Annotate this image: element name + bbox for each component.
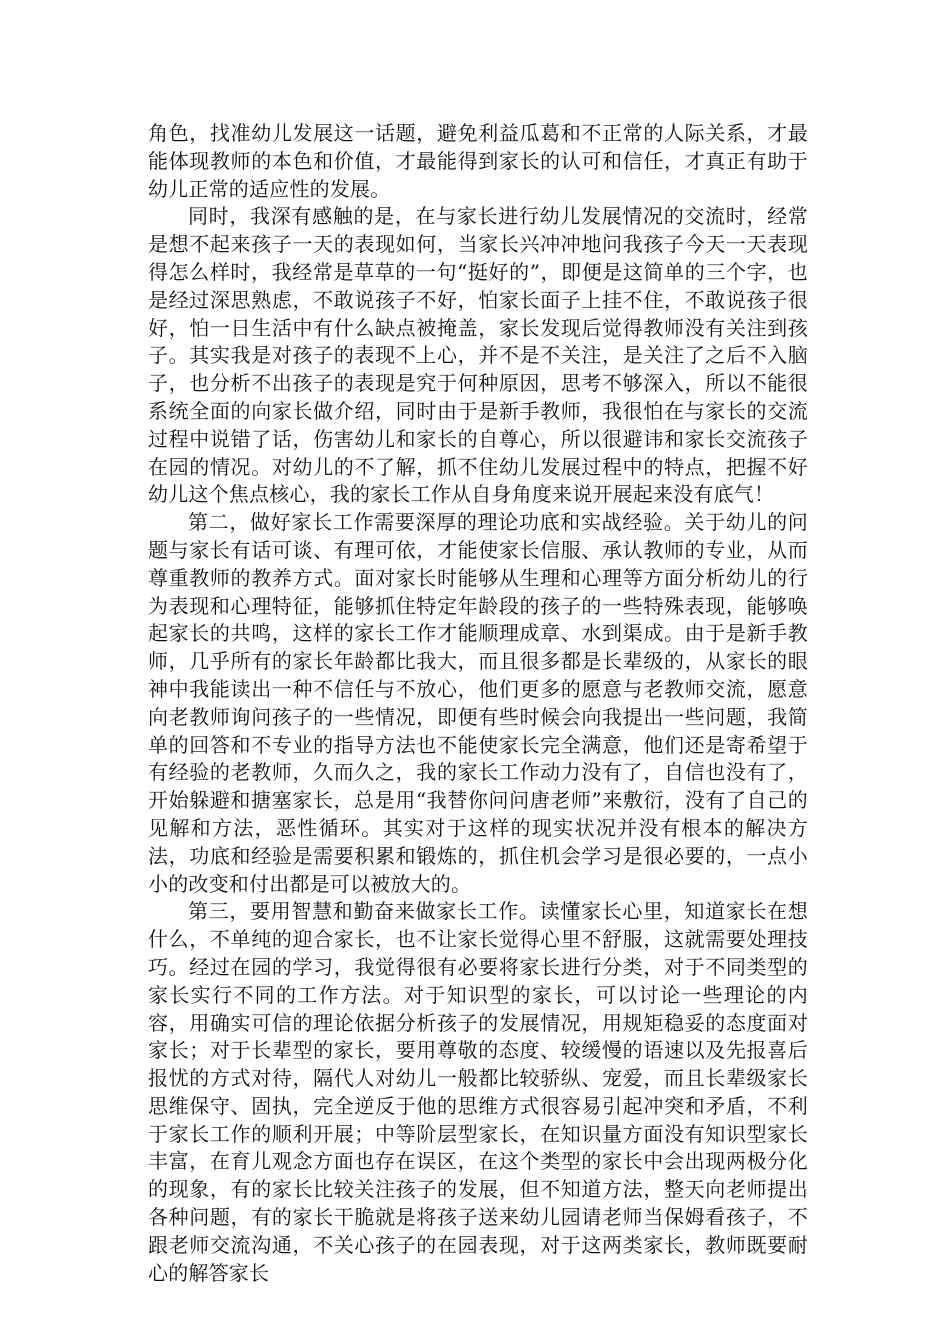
paragraph-dier: 第二，做好家长工作需要深厚的理论功底和实战经验。关于幼儿的问题与家长有话可谈、有理可依，才能使家长信服、承认教师的专业，从而尊重教师的教养方式。面对家长时能够从生理和心理等方面分析幼儿的行为表现和心理特征，能够抓住特定年龄段的孩子的一些特殊表现，能够唤起家长的共鸣，这样的家长工作才能顺理成章、水到渠成。由于是新手教师，几乎所有的家长年龄都比我大，而且很多都是长辈级的，从家长的眼神中我能读出一种不信任与不放心，他们更多的愿意与老教师交流，愿意向老教师询问孩子的一些情况，即便有些时候会向我提出一些问题，我简单的回答和不专业的指导方法也不能使家长完全满意，他们还是寄希望于有经验的老教师，久而久之，我的家长工作动力没有了，自信也没有了，开始躲避和搪塞家长，总是用“我替你问问唐老师”来敷衍，没有了自己的见解和方法，恶性循环。其实对于这样的现实状况并没有根本的解决方法，功底和经验是需要积累和锻炼的，抓住机会学习是很必要的，一点小小的改变和付出都是可以被放大的。	[148, 510, 808, 896]
paragraph-continuation: 角色，找准幼儿发展这一话题，避免利益瓜葛和不正常的人际关系，才最能体现教师的本色和价值，才最能得到家长的认可和信任，才真正有助于幼儿正常的适应性的发展。	[148, 121, 808, 201]
document-page	[148, 120, 808, 1287]
paragraph-tongshi: 同时，我深有感触的是，在与家长进行幼儿发展情况的交流时，经常是想不起来孩子一天的表现如何，当家长兴冲冲地问我孩子今天一天表现得怎么样时，我经常是草草的一句“挺好的”，即便是这简单的三个字，也是经过深思熟虑，不敢说孩子不好，怕家长面子上挂不住，不敢说孩子很好，怕一日生活中有什么缺点被掩盖，家长发现后觉得教师没有关注到孩子。其实我是对孩子的表现不上心，并不是不关注，是关注了之后不入脑子，也分析不出孩子的表现是究于何种原因，思考不够深入，所以不能很系统全面的向家长做介绍，同时由于是新手教师，我很怕在与家长的交流过程中说错了话，伤害幼儿和家长的自尊心，所以很避讳和家长交流孩子在园的情况。对幼儿的不了解，抓不住幼儿发展过程中的特点，把握不好幼儿这个焦点核心，我的家长工作从自身角度来说开展起来没有底气！	[148, 204, 808, 507]
paragraph-disan: 第三，要用智慧和勤奋来做家长工作。读懂家长心里，知道家长在想什么，不单纯的迎合家长，也不让家长觉得心里不舒服，这就需要处理技巧。经过在园的学习，我觉得很有必要将家长进行分类，对于不同类型的家长实行不同的工作方法。对于知识型的家长，可以讨论一些理论的内容，用确实可信的理论依据分析孩子的发展情况，用规矩稳妥的态度面对家长；对于长辈型的家长，要用尊敬的态度、较缓慢的语速以及先报喜后报忧的方式对待，隔代人对幼儿一般都比较骄纵、宠爱，而且长辈级家长思维保守、固执，完全逆反于他的思维方式很容易引起冲突和矛盾，不利于家长工作的顺利开展；中等阶层型家长，在知识量方面没有知识型家长丰富，在育儿观念方面也存在误区，在这个类型的家长中会出现两极分化的现象，有的家长比较关注孩子的发展，但不知道方法，整天向老师提出各种问题，有的家长干脆就是将孩子送来幼儿园请老师当保姆看孩子，不跟老师交流沟通，不关心孩子的在园表现，对于这两类家长，教师既要耐心的解答家长	[148, 899, 808, 1285]
